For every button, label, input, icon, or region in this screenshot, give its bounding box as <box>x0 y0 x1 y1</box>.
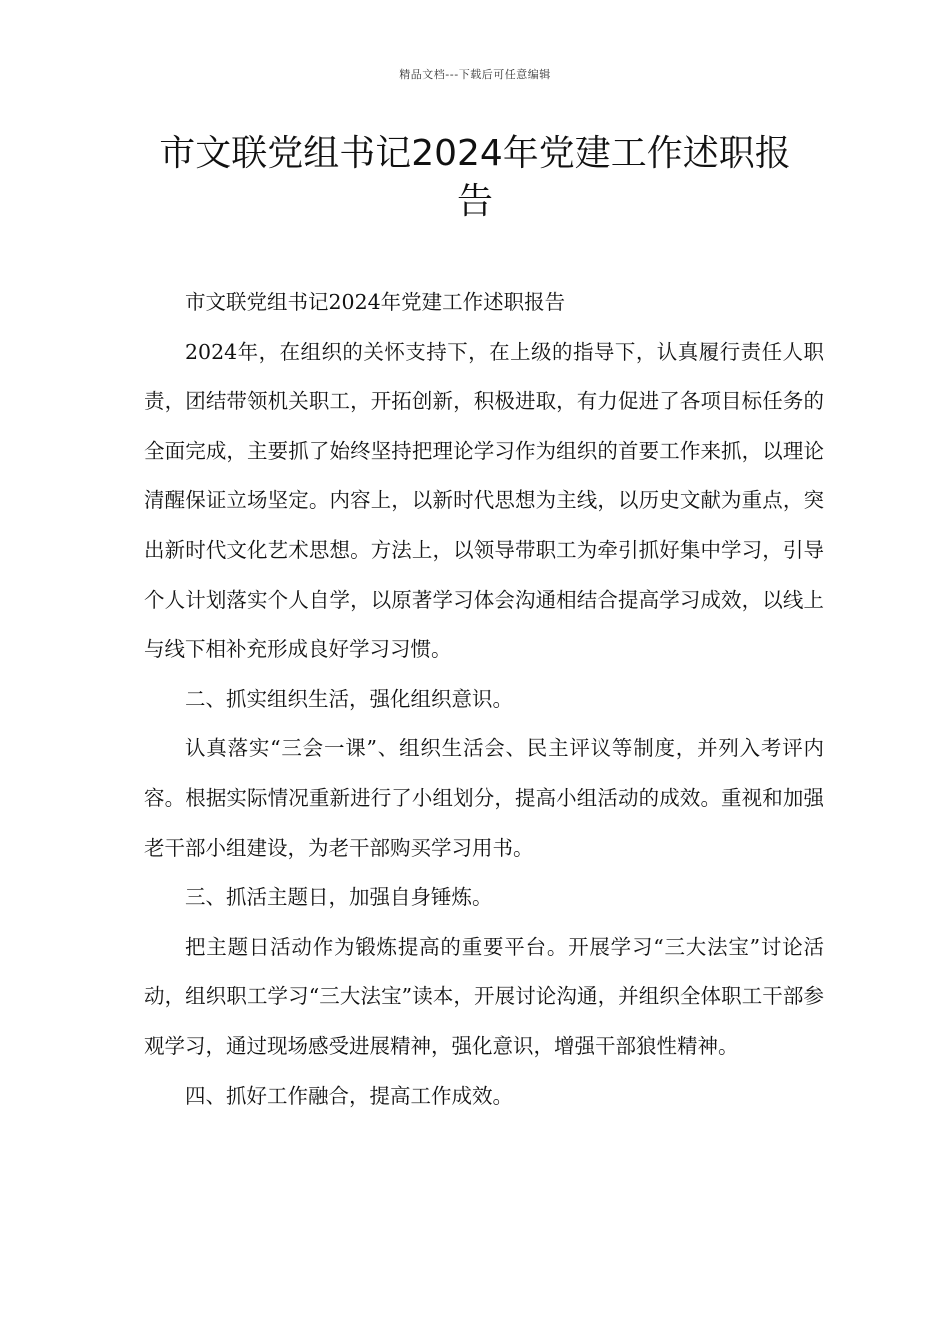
section-heading: 二、抓实组织生活，强化组织意识。 <box>185 686 513 711</box>
paragraph-subtitle: 市文联党组书记2024年党建工作述职报告 <box>185 290 566 314</box>
paragraph: 把主题日活动作为锻炼提高的重要平台。开展学习“三大法宝”讨论活动，组织职工学习“三大法宝”读本，开展讨论沟通，并组织全体职工干部参观学习，通过现场感受进展精神，强化意识，增强干部狼性精神。 <box>144 934 824 1058</box>
header-note: 精品文档---下载后可任意编辑 <box>399 68 551 81</box>
section-heading: 四、抓好工作融合，提高工作成效。 <box>185 1083 513 1108</box>
document-body <box>144 278 824 1121</box>
section-heading: 三、抓活主题日，加强自身锤炼。 <box>185 885 493 910</box>
paragraph: 2024年，在组织的关怀支持下，在上级的指导下，认真履行责任人职责，团结带领机关职工，开拓创新，积极进取，有力促进了各项目标任务的全面完成，主要抓了始终坚持把理论学习作为组织的首要工作来抓，以理论清醒保证立场坚定。内容上，以新时代思想为主线，以历史文献为重点，突出新时代文化艺术思想。方法上，以领导带职工为牵引抓好集中学习，引导个人计划落实个人自学，以原著学习体会沟通相结合提高学习成效，以线上与线下相补充形成良好学习习惯。 <box>144 339 824 662</box>
document-title: 市文联党组书记2024年党建工作述职报告 <box>159 133 791 222</box>
paragraph: 认真落实“三会一课”、组织生活会、民主评议等制度，并列入考评内容。根据实际情况重新进行了小组划分，提高小组活动的成效。重视和加强老干部小组建设，为老干部购买学习用书。 <box>144 736 824 860</box>
